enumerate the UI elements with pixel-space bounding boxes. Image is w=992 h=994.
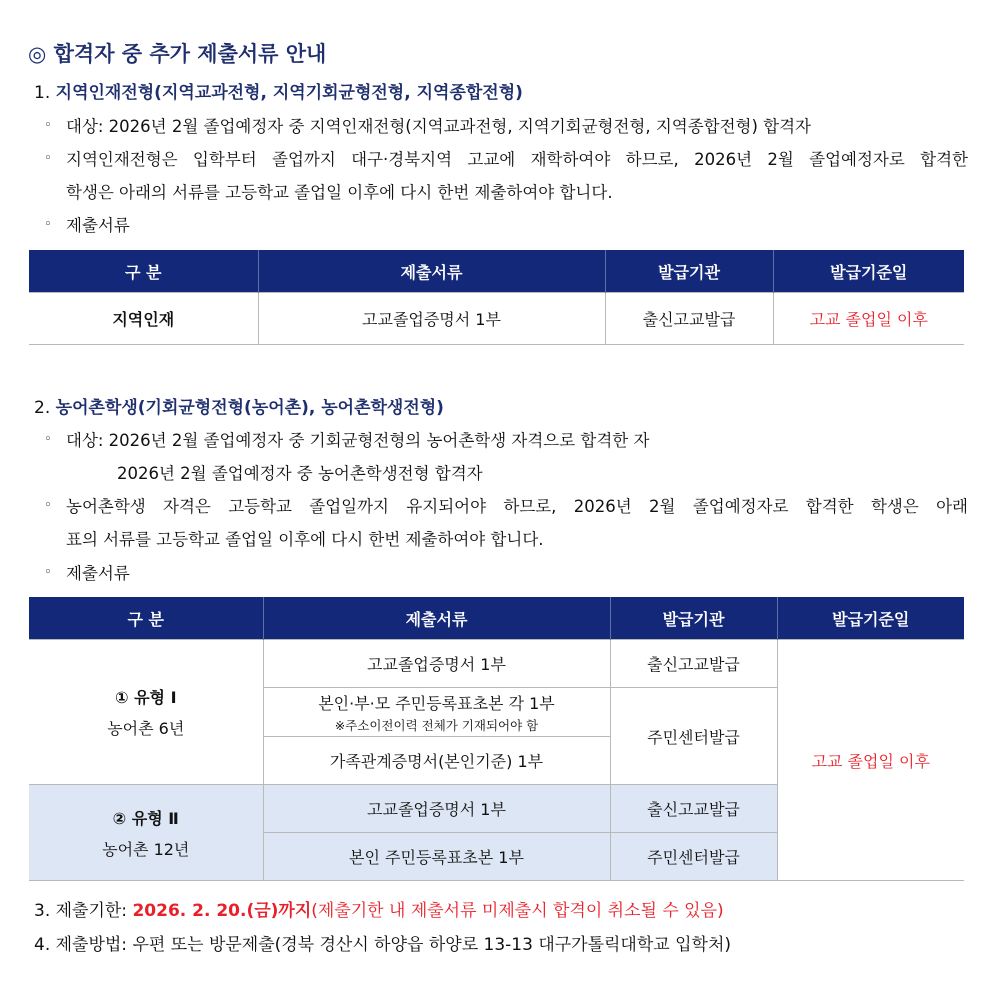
section3-label: 3. 제출기한: xyxy=(34,901,133,921)
bullet-icon: ◦ xyxy=(44,118,52,133)
issuer-cell: 주민센터발급 xyxy=(610,688,777,785)
date-cell: 고교 졸업일 이후 xyxy=(773,293,964,345)
section2-target-line2: 2026년 2월 졸업예정자 중 농어촌학생전형 합격자 xyxy=(117,464,483,483)
table-header: 발급기관 xyxy=(605,250,773,293)
document-cell: 고교졸업증명서 1부 xyxy=(263,785,610,833)
section1-heading xyxy=(34,78,523,103)
section2-heading xyxy=(34,393,444,418)
issuer-cell: 출신고교발급 xyxy=(610,640,777,688)
section2-table xyxy=(29,597,964,881)
type1-title: ① 유형 Ⅰ xyxy=(114,688,177,707)
section3-deadline: 2026. 2. 20.(금)까지 xyxy=(132,901,312,921)
section3-note: (제출기한 내 제출서류 미제출시 합격이 취소될 수 있음) xyxy=(311,901,724,921)
table-row xyxy=(29,293,964,345)
document-cell: 고교졸업증명서 1부 xyxy=(258,293,605,345)
table-header: 구 분 xyxy=(29,597,263,640)
type2-cell xyxy=(29,785,263,881)
type1-cell xyxy=(29,640,263,785)
bullet-icon: ◦ xyxy=(44,565,52,580)
section1-docs-label: 제출서류 xyxy=(66,216,130,235)
page-title: ◎ 합격자 중 추가 제출서류 안내 xyxy=(28,42,327,66)
section3-line xyxy=(34,896,724,921)
document-text: 본인·부·모 주민등록표초본 각 1부 xyxy=(318,693,555,713)
table-row xyxy=(29,640,964,688)
bullet-icon: ◦ xyxy=(44,432,52,447)
section2-note-line1: 농어촌학생 자격은 고등학교 졸업일까지 유지되어야 하므로, 2026년 2월 졸업예정자로 합격한 학생은 아래 xyxy=(66,497,968,516)
type2-subtitle: 농어촌 12년 xyxy=(102,839,190,859)
document-cell: 본인 주민등록표초본 1부 xyxy=(263,833,610,881)
section1-title: 지역인재전형(지역교과전형, 지역기회균형전형, 지역종합전형) xyxy=(55,83,523,103)
table-header: 발급기준일 xyxy=(777,597,964,640)
table-header: 발급기관 xyxy=(610,597,777,640)
section1-note-line2: 학생은 아래의 서류를 고등학교 졸업일 이후에 다시 한번 제출하여야 합니다. xyxy=(66,183,613,202)
bullet-icon: ◦ xyxy=(44,498,52,513)
section1-table xyxy=(29,250,964,345)
section2-note-line2: 표의 서류를 고등학교 졸업일 이후에 다시 한번 제출하여야 합니다. xyxy=(66,530,544,549)
table-header: 제출서류 xyxy=(258,250,605,293)
section1-target: 대상: 2026년 2월 졸업예정자 중 지역인재전형(지역교과전형, 지역기회균형전형, 지역종합전형) 합격자 xyxy=(66,117,811,136)
section1-note-line1: 지역인재전형은 입학부터 졸업까지 대구·경북지역 고교에 재학하여야 하므로, 2026년 2월 졸업예정자로 합격한 xyxy=(66,150,968,169)
type2-title: ② 유형 Ⅱ xyxy=(112,808,179,828)
document-cell: 가족관계증명서(본인기준) 1부 xyxy=(263,737,610,785)
document-note: ※주소이전이력 전체가 기재되어야 함 xyxy=(334,717,539,733)
table-header: 제출서류 xyxy=(263,597,610,640)
document-cell xyxy=(263,688,610,737)
date-cell: 고교 졸업일 이후 xyxy=(777,640,964,881)
document-cell: 고교졸업증명서 1부 xyxy=(263,640,610,688)
table-header: 구 분 xyxy=(29,250,258,293)
category-cell: 지역인재 xyxy=(29,293,258,345)
section1-number: 1. xyxy=(34,83,51,103)
issuer-cell: 출신고교발급 xyxy=(610,785,777,833)
section2-docs-label: 제출서류 xyxy=(66,564,130,583)
table-header: 발급기준일 xyxy=(773,250,964,293)
issuer-cell: 주민센터발급 xyxy=(610,833,777,881)
bullet-icon: ◦ xyxy=(44,151,52,166)
issuer-cell: 출신고교발급 xyxy=(605,293,773,345)
section2-target-line1: 대상: 2026년 2월 졸업예정자 중 기회균형전형의 농어촌학생 자격으로 합격한 자 xyxy=(66,431,650,450)
bullet-icon: ◦ xyxy=(44,217,52,232)
section4-line: 4. 제출방법: 우편 또는 방문제출(경북 경산시 하양읍 하양로 13-13 대구가톨릭대학교 입학처) xyxy=(34,935,731,955)
section2-title: 농어촌학생(기회균형전형(농어촌), 농어촌학생전형) xyxy=(55,398,444,418)
section2-number: 2. xyxy=(34,398,51,418)
type1-subtitle: 농어촌 6년 xyxy=(107,719,185,738)
